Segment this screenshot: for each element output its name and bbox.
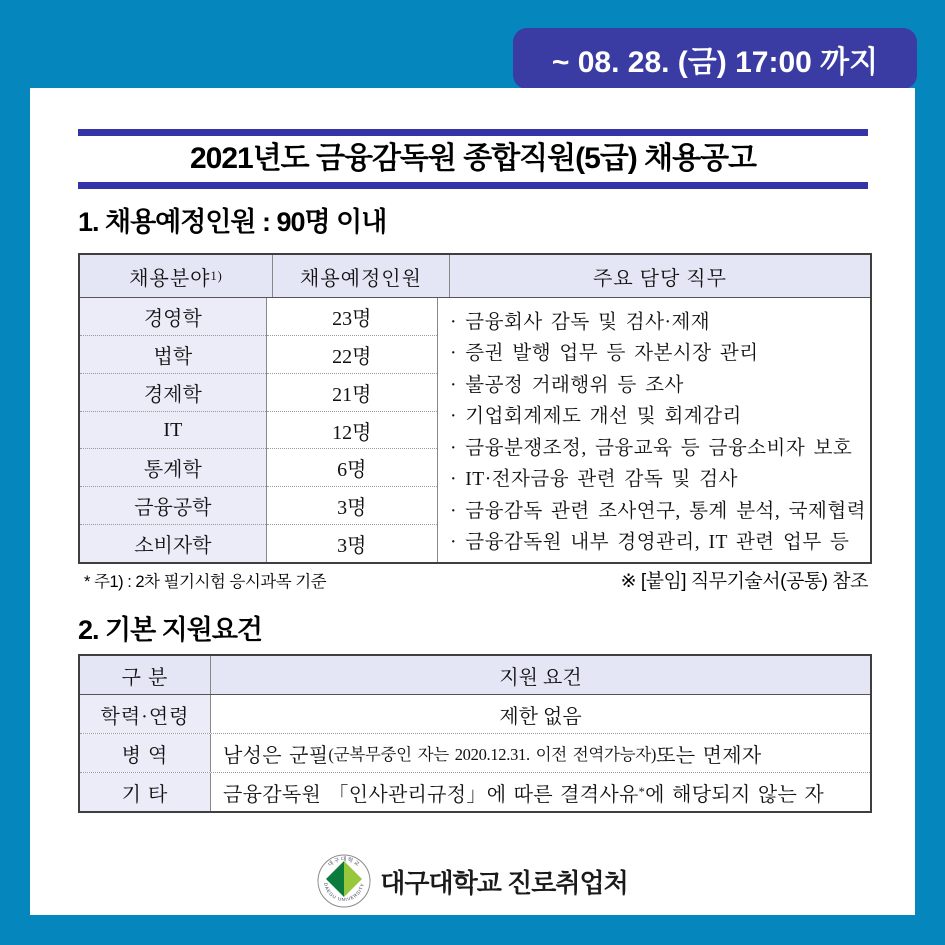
footnote-attachment-ref: ※ [붙임] 직무기술서(공통) 참조 — [620, 571, 868, 592]
footer-org-name: 대구대학교 진로취업처 — [380, 867, 628, 898]
recruitment-table-body — [80, 298, 870, 562]
etc-req-pre: 금융감독원 「인사관리규정」에 따른 결격사유 — [223, 783, 639, 806]
deadline-banner — [513, 28, 917, 89]
footnote-exam-basis: * 주1) : 2차 필기시험 응시과목 기준 — [84, 573, 327, 591]
etc-req-post: 에 해당되지 않는 자 — [645, 783, 825, 806]
row-category: 병 역 — [80, 734, 211, 772]
table1-footnotes — [78, 566, 868, 593]
duty-item: · 금융감독 관련 조사연구, 통계 분석, 국제협력 — [449, 500, 866, 522]
table-row-military — [80, 733, 870, 772]
footer — [30, 854, 915, 908]
row-category: 기 타 — [80, 773, 211, 811]
row-category: 학력·연령 — [80, 695, 211, 733]
requirements-table — [78, 654, 872, 813]
table-row-field: 금융공학 — [80, 487, 266, 525]
field-column — [80, 298, 267, 562]
table-row-field: 통계학 — [80, 449, 266, 487]
logo-ring-text-top: 대구대학교 — [327, 857, 362, 869]
title-block — [78, 129, 868, 189]
table-row-count: 21명 — [267, 374, 437, 412]
title-rule-bottom — [78, 182, 868, 189]
military-req-tail: 또는 면제자 — [656, 744, 762, 767]
count-column — [267, 298, 438, 562]
table-row-field: IT — [80, 412, 266, 450]
duty-item: · 불공정 거래행위 등 조사 — [449, 374, 684, 396]
section2-heading: 2. 기본 지원요건 — [78, 615, 263, 645]
requirements-table-header — [80, 656, 870, 695]
section1-heading: 1. 채용예정인원 : 90명 이내 — [78, 207, 387, 237]
header-requirement: 지원 요건 — [499, 666, 582, 689]
deadline-text: ~ 08. 28. (금) 17:00 까지 — [551, 45, 879, 79]
table-row-count: 12명 — [267, 412, 437, 450]
table-row-field: 법학 — [80, 336, 266, 374]
military-req-paren: (군복무중인 자는 2020.12.31. 이전 전역가능자) — [328, 745, 657, 764]
row-requirement — [211, 734, 870, 772]
duties-column — [438, 298, 870, 562]
military-req-main: 남성은 군필 — [223, 744, 329, 767]
table-row-count: 23명 — [267, 298, 437, 336]
table-row-etc — [80, 772, 870, 811]
table-row-count: 3명 — [337, 535, 367, 558]
table-row-count: 3명 — [267, 487, 437, 525]
header-field-label: 채용분야 — [129, 267, 211, 290]
row-requirement: 제한 없음 — [499, 705, 582, 728]
table-row-field: 소비자학 — [134, 535, 212, 558]
page-title: 2021년도 금융감독원 종합직원(5급) 채용공고 — [189, 142, 757, 175]
duty-item: · 기업회계제도 개선 및 회계감리 — [449, 406, 742, 428]
table-row-field: 경영학 — [80, 298, 266, 336]
row-requirement: 금융감독원 「인사관리규정」에 따른 결격사유 * 에 해당되지 않는 자 — [211, 773, 870, 811]
daegu-university-logo — [317, 854, 371, 908]
duty-item: · 금융감독원 내부 경영관리, IT 관련 업무 등 — [449, 532, 850, 554]
header-category: 구 분 — [80, 656, 211, 694]
recruitment-table-header — [80, 255, 870, 298]
title-rule-top — [78, 129, 868, 136]
header-count: 채용예정인원 — [273, 255, 450, 297]
duty-item: · 증권 발행 업무 등 자본시장 관리 — [449, 343, 759, 365]
duty-item: · IT·전자금융 관련 감독 및 검사 — [449, 469, 738, 491]
header-duties: 주요 담당 직무 — [593, 267, 727, 290]
table-row-field: 경제학 — [80, 374, 266, 412]
table-row-count: 22명 — [267, 336, 437, 374]
duty-item: · 금융회사 감독 및 검사·제재 — [449, 311, 711, 333]
requirements-table-body — [80, 695, 870, 811]
document-page — [30, 88, 915, 915]
duty-item: · 금융분쟁조정, 금융교육 등 금융소비자 보호 — [449, 437, 853, 459]
table-row-count: 6명 — [267, 449, 437, 487]
logo-ring-text-bottom: DAEGU UNIVERSITY — [323, 882, 366, 903]
table-row-education-age — [80, 695, 870, 733]
recruitment-table — [78, 253, 872, 564]
header-field: 채용분야 1) — [80, 255, 273, 297]
